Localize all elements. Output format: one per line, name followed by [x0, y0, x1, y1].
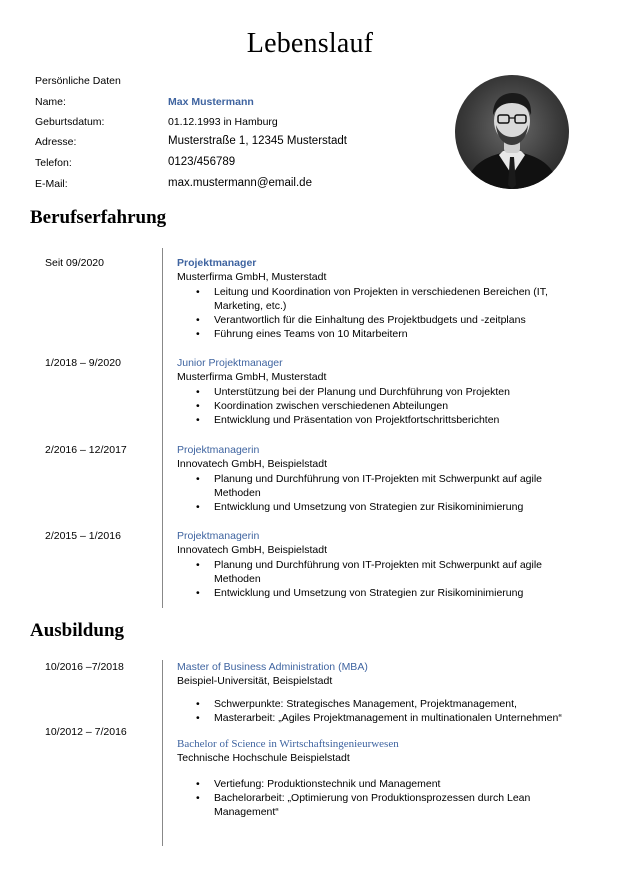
portrait-image [455, 75, 569, 189]
list-item: • Vertiefung: Produktionstechnik und Management [196, 777, 536, 791]
birth-label: Geburtsdatum: [35, 116, 105, 128]
experience-company: Musterfirma GmbH, Musterstadt [177, 271, 327, 283]
experience-title: Junior Projektmanager [177, 357, 283, 369]
education-title: Bachelor of Science in Wirtschaftsingenieurwesen [177, 738, 399, 750]
email-value: max.mustermann@email.de [168, 177, 312, 189]
list-item: • Schwerpunkte: Strategisches Management, Projektmanagement, [196, 697, 576, 711]
name-label: Name: [35, 96, 66, 108]
experience-heading: Berufserfahrung [30, 207, 167, 228]
education-timeline-line [162, 660, 163, 846]
list-item: • Masterarbeit: „Agiles Projektmanagement in multinationalen Unternehmen“ [196, 711, 576, 725]
address-label: Adresse: [35, 136, 77, 148]
experience-bullet-list [196, 285, 576, 341]
list-item: • Unterstützung bei der Planung und Durchführung von Projekten [196, 385, 576, 399]
education-bullet-list [196, 777, 536, 819]
experience-date: Seit 09/2020 [45, 257, 104, 269]
email-label: E-Mail: [35, 178, 68, 190]
list-item: • Bachelorarbeit: „Optimierung von Produktionsprozessen durch Lean Management“ [196, 791, 536, 819]
experience-company: Innovatech GmbH, Beispielstadt [177, 458, 327, 470]
list-item: • Planung und Durchführung von IT-Projekten mit Schwerpunkt auf agile Methoden [196, 558, 556, 586]
experience-date: 2/2016 – 12/2017 [45, 444, 127, 456]
experience-company: Musterfirma GmbH, Musterstadt [177, 371, 327, 383]
experience-company: Innovatech GmbH, Beispielstadt [177, 544, 327, 556]
experience-bullet-list [196, 558, 556, 600]
education-date: 10/2016 –7/2018 [45, 661, 124, 673]
phone-label: Telefon: [35, 157, 72, 169]
profile-photo [455, 75, 569, 189]
list-item: • Koordination zwischen verschiedenen Abteilungen [196, 399, 576, 413]
experience-title: Projektmanagerin [177, 444, 260, 456]
education-heading: Ausbildung [30, 620, 125, 641]
list-item: • Planung und Durchführung von IT-Projekten mit Schwerpunkt auf agile Methoden [196, 472, 556, 500]
experience-timeline-line [162, 248, 163, 608]
experience-date: 2/2015 – 1/2016 [45, 530, 121, 542]
education-school: Technische Hochschule Beispielstadt [177, 752, 350, 764]
name-value: Max Mustermann [168, 96, 254, 108]
education-date: 10/2012 – 7/2016 [45, 726, 127, 738]
list-item: • Führung eines Teams von 10 Mitarbeitern [196, 327, 576, 341]
experience-title: Projektmanager [177, 257, 257, 269]
experience-bullet-list [196, 472, 556, 514]
education-school: Beispiel-Universität, Beispielstadt [177, 675, 333, 687]
education-bullet-list [196, 697, 576, 725]
experience-date: 1/2018 – 9/2020 [45, 357, 121, 369]
education-title: Master of Business Administration (MBA) [177, 661, 368, 673]
list-item: • Entwicklung und Umsetzung von Strategien zur Risikominimierung [196, 500, 556, 514]
page-title: Lebenslauf [246, 28, 374, 59]
list-item: • Entwicklung und Umsetzung von Strategien zur Risikominimierung [196, 586, 556, 600]
list-item: • Leitung und Koordination von Projekten in verschiedenen Bereichen (IT, Marketing, etc.) [196, 285, 576, 313]
phone-value: 0123/456789 [168, 156, 236, 168]
list-item: • Entwicklung und Präsentation von Projektfortschrittsberichten [196, 413, 576, 427]
birth-value: 01.12.1993 in Hamburg [168, 116, 278, 128]
address-value: Musterstraße 1, 12345 Musterstadt [168, 135, 347, 147]
experience-title: Projektmanagerin [177, 530, 260, 542]
list-item: • Verantwortlich für die Einhaltung des Projektbudgets und -zeitplans [196, 313, 576, 327]
personal-data-heading: Persönliche Daten [35, 75, 121, 87]
experience-bullet-list [196, 385, 576, 427]
